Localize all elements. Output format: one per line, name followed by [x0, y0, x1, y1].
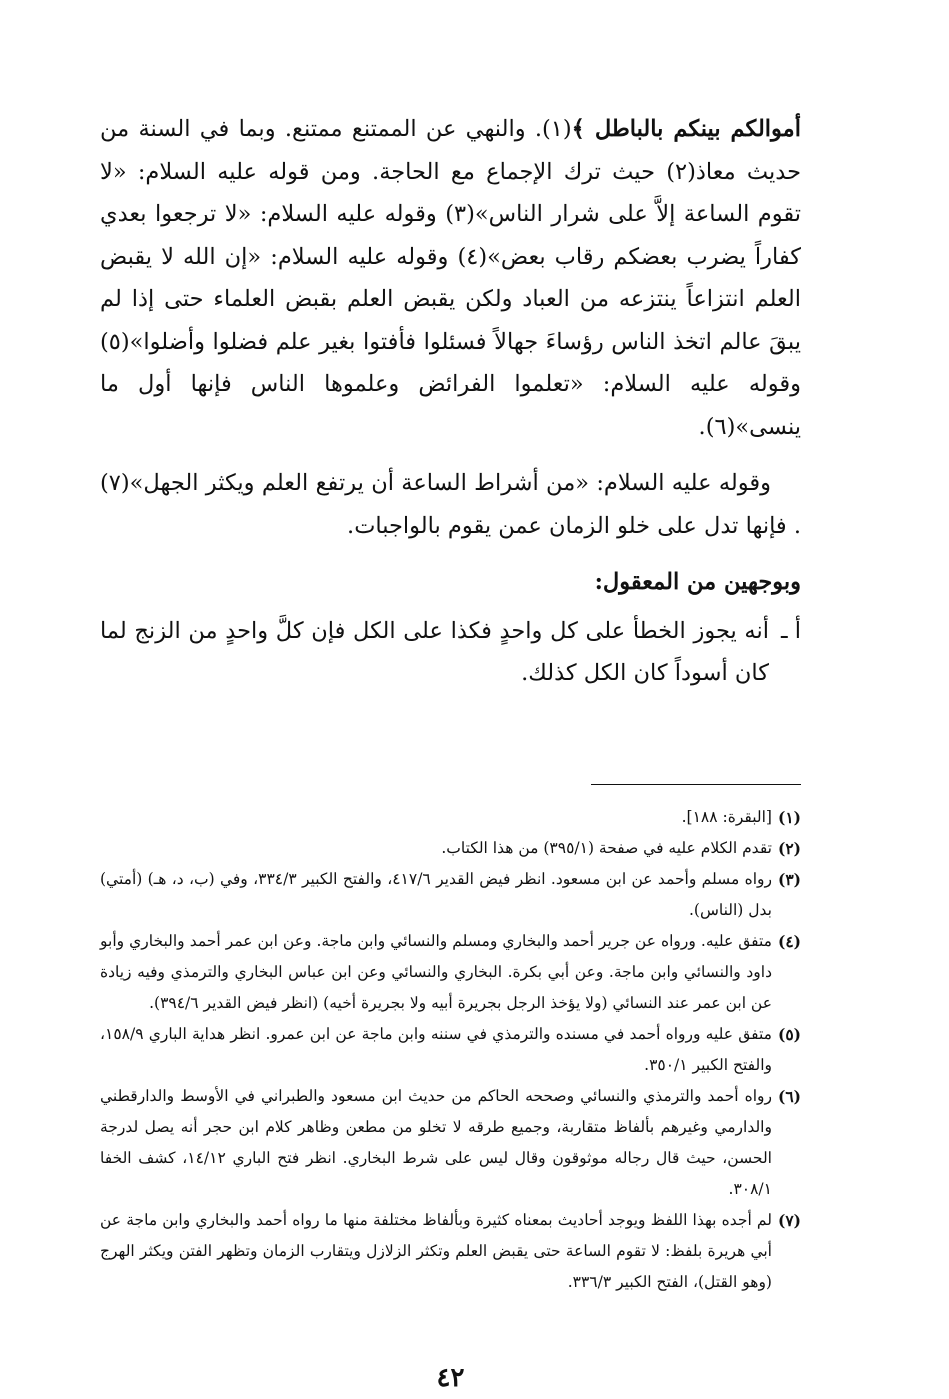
footnote-number: (٢): [777, 839, 801, 858]
paragraph-2: وقوله عليه السلام: «من أشراط الساعة أن يرتفع العلم ويكثر الجهل»(٧) . فإنها تدل على خلو الزمان عمن يقوم بالواجبات.: [100, 470, 801, 539]
book-page: [100, 108, 801, 1399]
footnote-number: (٤): [777, 932, 801, 951]
list-item: [100, 610, 801, 695]
quran-verse-fragment: أموالكم بينكم بالباطل ﴾: [571, 116, 801, 142]
list-item-marker: أ ـ: [781, 617, 801, 644]
footnote-text: لم أجده بهذا اللفظ ويوجد أحاديث بمعناه كثيرة وبألفاظ مختلفة منها ما رواه أحمد والبخاري وابن ماجة عن أبي هريرة بلفظ: لا تقوم الساعة حتى يقبض العلم وتكثر الزلازل ويتقارب الزمان وتظهر الفتن ويكثر الهرج (وهو القتل)، الفتح الكبير ٣٣٦/٣.: [100, 1211, 772, 1291]
section-heading: وبوجهين من المعقول:: [594, 569, 801, 595]
footnote: [100, 1205, 801, 1298]
footnote-text: رواه أحمد والترمذي والنسائي وصححه الحاكم من حديث ابن مسعود والطبراني في الأوسط والدارقطني والدارمي وغيرهم بألفاظ متقاربة، وجميع طرقه لا تخلو من مطعن وظاهر كلام ابن حجر أنه يصل لدرجة الحسن، حيث قال رجاله موثوقون وقال ليس على شرط البخاري. انظر فتح الباري ١٤/١٢، كشف الخفا ٣٠٨/١.: [100, 1087, 772, 1198]
footnote: [100, 802, 801, 833]
footnote-separator: [591, 784, 801, 785]
footnote-text: رواه مسلم وأحمد عن ابن مسعود. انظر فيض القدير ٤١٧/٦، والفتح الكبير ٣٣٤/٣، وفي (ب، د، هـ) (أمتي) بدل (الناس).: [100, 870, 772, 919]
list-item-text: أنه يجوز الخطأ على كل واحدٍ فكذا على الكل فإن كلَّ واحدٍ من الزنج لما كان أسوداً كان الكل كذلك.: [100, 617, 769, 686]
footnote-number: (٣): [777, 870, 801, 889]
footnote-number: (٥): [777, 1025, 801, 1044]
footnote-number: (١): [777, 808, 801, 827]
footnote-text: تقدم الكلام عليه في صفحة (٣٩٥/١) من هذا الكتاب.: [441, 839, 772, 857]
paragraph-1: [100, 108, 801, 448]
footnote-text: متفق عليه ورواه أحمد في مسنده والترمذي في سننه وابن ماجة عن ابن عمرو. انظر هداية الباري ١٥٨/٩، والفتح الكبير ٣٥٠/١.: [100, 1025, 772, 1074]
paragraph-1-text: (١). والنهي عن الممتنع ممتنع. وبما في السنة من حديث معاذ(٢) حيث ترك الإجماع مع الحاجة. ومن قوله عليه السلام: «لا تقوم الساعة إلاَّ على شرار الناس»(٣) وقوله عليه السلام: «لا ترجعوا بعدي كفاراً يضرب بعضكم رقاب بعض»(٤) وقوله عليه السلام: «إن الله لا يقبض العلم انتزاعاً ينتزعه من العباد ولكن يقبض العلم بقبض العلماء حتى إذا لم يبقَ عالم اتخذ الناس رؤساءَ جهالاً فسئلوا فأفتوا بغير علم فضلوا وأضلوا»(٥) وقوله عليه السلام: «تعلموا الفرائض وعلموها الناس فإنها أول ما ينسى»(٦).: [100, 116, 801, 440]
footnote: [100, 833, 801, 864]
footnote: [100, 864, 801, 926]
footnote-text: [البقرة: ١٨٨].: [681, 808, 772, 826]
footnote: [100, 1081, 801, 1205]
footnote-number: (٦): [777, 1087, 801, 1106]
footnote: [100, 1019, 801, 1081]
footnote: [100, 926, 801, 1019]
footnote-number: (٧): [777, 1211, 801, 1230]
main-text: [100, 108, 801, 695]
footnote-text: متفق عليه. ورواه عن جرير أحمد والبخاري ومسلم والنسائي وابن ماجة. وعن ابن عمر أحمد والبخاري وأبو داود والنسائي وابن ماجة. وعن أبي بكرة. البخاري والنسائي وعن ابن عباس البخاري والترمذي وفيه زيادة عن ابن عمر عند النسائي (ولا يؤخذ الرجل بجريرة أبيه ولا بجريرة أخيه) (انظر فيض القدير ٣٩٤/٦).: [100, 932, 772, 1012]
footnotes: [100, 802, 801, 1298]
page-number: ٤٢: [436, 1363, 465, 1393]
